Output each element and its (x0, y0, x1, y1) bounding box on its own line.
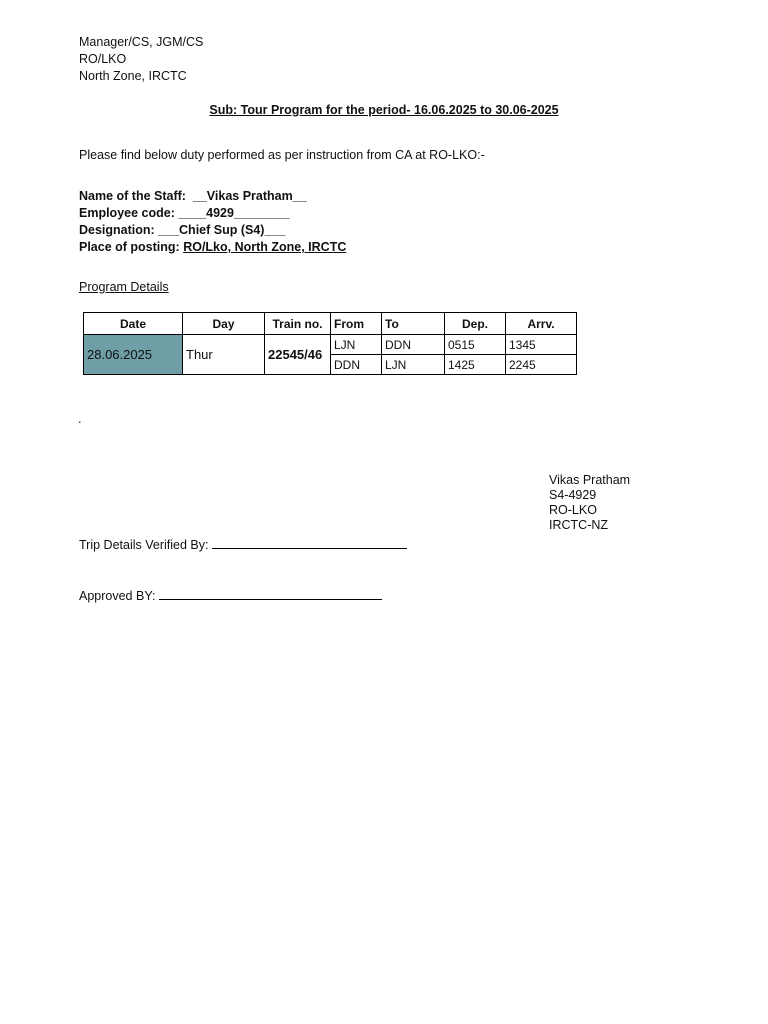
staff-name-row (79, 189, 307, 203)
header-to: To (382, 313, 445, 335)
train-no-cell: 22545/46 (265, 335, 331, 375)
verified-by-label: Trip Details Verified By: (79, 538, 212, 552)
designation-label: Designation: (79, 223, 159, 237)
tour-program-table (83, 312, 577, 375)
posting-row (79, 240, 346, 254)
approved-by-blank (159, 587, 382, 600)
arr-cell: 2245 (506, 355, 577, 375)
approved-by-label: Approved BY: (79, 589, 159, 603)
posting-value: RO/Lko, North Zone, IRCTC (183, 240, 347, 254)
program-details-heading: Program Details (79, 280, 169, 294)
employee-code-value: ____4929________ (178, 206, 290, 220)
employee-code-label: Employee code: (79, 206, 179, 220)
approved-by-row (79, 587, 382, 603)
subject-line: Sub: Tour Program for the period- 16.06.2025 to 30.06-2025 (209, 103, 559, 117)
from-cell: DDN (331, 355, 382, 375)
arr-cell: 1345 (506, 335, 577, 355)
verified-by-row (79, 536, 407, 552)
signature-zone: IRCTC-NZ (549, 518, 609, 532)
to-cell: DDN (382, 335, 445, 355)
intro-text: Please find below duty performed as per instruction from CA at RO-LKO:- (79, 148, 485, 162)
signature-name: Vikas Pratham (549, 473, 631, 487)
to-cell: LJN (382, 355, 445, 375)
header-date: Date (84, 313, 183, 335)
table-row (84, 335, 577, 355)
header-day: Day (183, 313, 265, 335)
date-cell: 28.06.2025 (84, 335, 183, 375)
address-line-1: Manager/CS, JGM/CS (79, 35, 204, 49)
staff-name-label: Name of the Staff: (79, 189, 193, 203)
table-header-row (84, 313, 577, 335)
dep-cell: 0515 (445, 335, 506, 355)
posting-label: Place of posting: (79, 240, 184, 254)
designation-value: ___Chief Sup (S4)___ (158, 223, 286, 237)
address-line-2: RO/LKO (79, 52, 127, 66)
verified-by-blank (212, 536, 407, 549)
address-line-3: North Zone, IRCTC (79, 69, 187, 83)
from-cell: LJN (331, 335, 382, 355)
signature-office: RO-LKO (549, 503, 597, 517)
dep-cell: 1425 (445, 355, 506, 375)
header-dep: Dep. (445, 313, 506, 335)
signature-code: S4-4929 (549, 488, 597, 502)
employee-code-row (79, 206, 290, 220)
header-train-no: Train no. (265, 313, 331, 335)
header-from: From (331, 313, 382, 335)
stray-dot: . (78, 412, 82, 426)
day-cell: Thur (183, 335, 265, 375)
header-arrv: Arrv. (506, 313, 577, 335)
staff-name-value: __Vikas Pratham__ (192, 189, 307, 203)
designation-row (79, 223, 285, 237)
